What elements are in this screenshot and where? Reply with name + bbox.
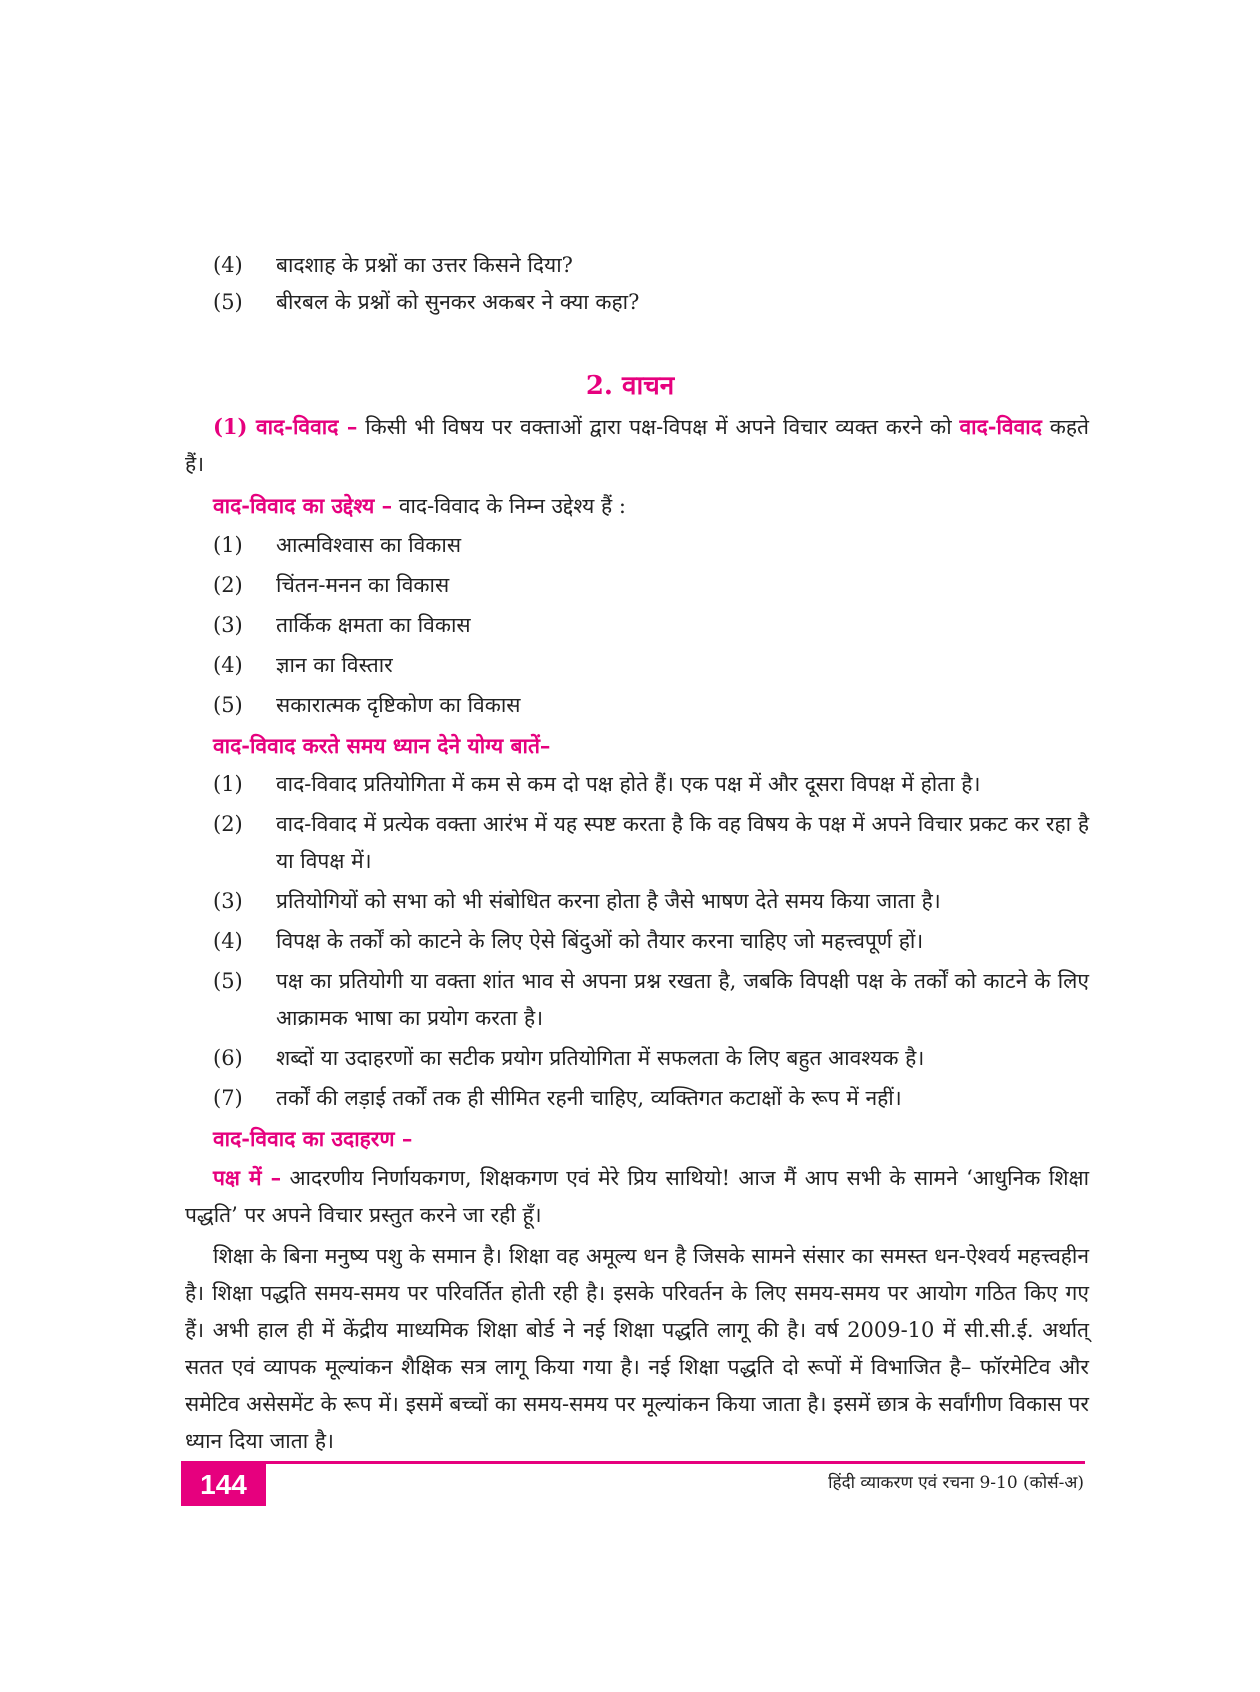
book-title: हिंदी व्याकरण एवं रचना 9-10 (कोर्स-अ) xyxy=(828,1473,1084,1493)
body-paragraph: शिक्षा के बिना मनुष्य पशु के समान है। शिक्षा वह अमूल्य धन है जिसके सामने संसार का समस्त धन-ऐश्वर्य महत्त्वहीन है। शिक्षा पद्धति समय-समय पर परिवर्तित होती रही है। इसके परिवर्तन के लिए समय-समय पर आयोग गठित किए गए हैं। अभी हाल ही में केंद्रीय माध्यमिक शिक्षा बोर्ड ने नई शिक्षा पद्धति लागू की है। वर्ष 2009-10 में सी.सी.ई. अर्थात् सतत एवं व्यापक मूल्यांकन शैक्षिक सत्र लागू किया गया है। नई शिक्षा पद्धति दो रूपों में विभाजित है– फॉरमेटिव और समेटिव असेसमेंट के रूप में। इसमें बच्चों का समय-समय पर मूल्यांकन किया जाता है। इसमें छात्र के सर्वांगीण विकास पर ध्यान दिया जाता है। xyxy=(185,1244,1089,1453)
for-paragraph xyxy=(185,1159,1089,1234)
item-text: तार्किक क्षमता का विकास xyxy=(276,613,471,637)
item-text: विपक्ष के तर्कों को काटने के लिए ऐसे बिंदुओं को तैयार करना चाहिए जो महत्त्वपूर्ण हों। xyxy=(276,929,924,953)
list-item xyxy=(213,647,1089,684)
item-text: सकारात्मक दृष्टिकोण का विकास xyxy=(276,693,521,717)
points-list xyxy=(213,766,1089,1117)
list-item xyxy=(213,607,1089,644)
list-item xyxy=(213,247,1093,284)
item-number: (4) xyxy=(213,253,243,277)
item-number: (4) xyxy=(213,929,243,953)
item-text: तर्कों की लड़ाई तर्कों तक ही सीमित रहनी चाहिए, व्यक्तिगत कटाक्षों के रूप में नहीं। xyxy=(276,1086,902,1110)
item-number: (6) xyxy=(213,1046,243,1070)
page-number: 144 xyxy=(181,1464,266,1506)
list-item xyxy=(213,766,1089,803)
footer-divider xyxy=(181,1461,1085,1464)
intro-paragraph xyxy=(185,408,1089,483)
objectives-heading xyxy=(213,487,1089,525)
list-item xyxy=(213,1040,1089,1077)
list-item xyxy=(213,963,1089,1037)
points-heading: वाद-विवाद करते समय ध्यान देने योग्य बातें– xyxy=(213,733,551,758)
item-number: (4) xyxy=(213,653,243,677)
item-number: (5) xyxy=(213,290,243,314)
intro-label: (1) वाद-विवाद – xyxy=(213,414,358,439)
item-number: (5) xyxy=(213,693,243,717)
main-content xyxy=(185,408,1089,1464)
question-list xyxy=(213,247,1093,321)
item-text: आत्मविश्वास का विकास xyxy=(276,533,462,557)
list-item xyxy=(213,883,1089,920)
example-heading: वाद-विवाद का उदाहरण – xyxy=(213,1126,413,1151)
intro-text: किसी भी विषय पर वक्ताओं द्वारा पक्ष-विपक्ष में अपने विचार व्यक्त करने को xyxy=(357,415,960,439)
objectives-text: वाद-विवाद के निम्न उद्देश्य हैं : xyxy=(392,494,626,518)
section-title: 2. वाचन xyxy=(585,371,675,401)
item-number: (1) xyxy=(213,772,243,796)
for-text: आदरणीय निर्णायकगण, शिक्षकगण एवं मेरे प्रिय साथियो! आज मैं आप सभी के सामने ‘आधुनिक शिक्षा पद्धति’ पर अपने विचार प्रस्तुत करने जा रही हूँ। xyxy=(185,1166,1090,1227)
item-text: चिंतन-मनन का विकास xyxy=(276,573,450,597)
item-number: (5) xyxy=(213,969,243,993)
item-text: शब्दों या उदाहरणों का सटीक प्रयोग प्रतियोगिता में सफलता के लिए बहुत आवश्यक है। xyxy=(276,1046,925,1070)
list-item xyxy=(213,567,1089,604)
list-item xyxy=(213,284,1093,321)
item-text: वाद-विवाद में प्रत्येक वक्ता आरंभ में यह स्पष्ट करता है कि वह विषय के पक्ष में अपने विचार प्रकट कर रहा है या विपक्ष में। xyxy=(276,812,1089,873)
item-number: (2) xyxy=(213,812,243,836)
item-number: (3) xyxy=(213,889,243,913)
item-text: बीरबल के प्रश्नों को सुनकर अकबर ने क्या कहा? xyxy=(276,290,640,314)
item-number: (2) xyxy=(213,573,243,597)
list-item xyxy=(213,1080,1089,1117)
item-number: (1) xyxy=(213,533,243,557)
item-number: (7) xyxy=(213,1086,243,1110)
list-item xyxy=(213,806,1089,880)
list-item xyxy=(213,527,1089,564)
item-text: ज्ञान का विस्तार xyxy=(276,653,393,677)
item-text: प्रतियोगियों को सभा को भी संबोधित करना होता है जैसे भाषण देते समय किया जाता है। xyxy=(276,889,941,913)
intro-term: वाद-विवाद xyxy=(959,414,1042,439)
for-label: पक्ष में – xyxy=(213,1165,282,1190)
objectives-list xyxy=(213,527,1089,724)
intro-tail: कहते हैं। xyxy=(185,415,1089,476)
list-item xyxy=(213,923,1089,960)
item-text: वाद-विवाद प्रतियोगिता में कम से कम दो पक्ष होते हैं। एक पक्ष में और दूसरा विपक्ष में होता है। xyxy=(276,772,981,796)
item-number: (3) xyxy=(213,613,243,637)
objectives-label: वाद-विवाद का उद्देश्य – xyxy=(213,493,393,518)
list-item xyxy=(213,687,1089,724)
item-text: बादशाह के प्रश्नों का उत्तर किसने दिया? xyxy=(276,253,573,277)
item-text: पक्ष का प्रतियोगी या वक्ता शांत भाव से अपना प्रश्न रखता है, जबकि विपक्षी पक्ष के तर्कों को काटने के लिए आक्रामक भाषा का प्रयोग करता है। xyxy=(276,969,1089,1030)
